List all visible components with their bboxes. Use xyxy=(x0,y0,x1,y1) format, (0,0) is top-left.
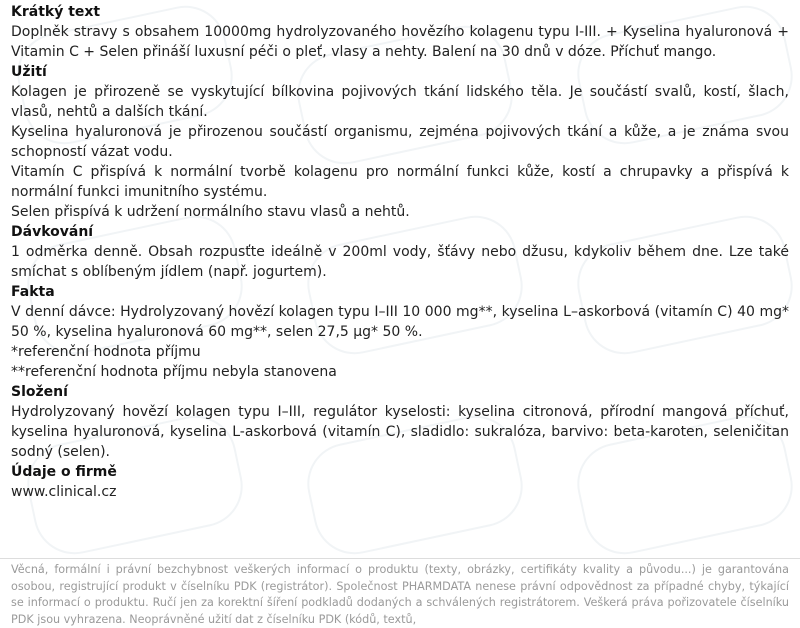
section-dosage xyxy=(11,222,789,282)
section-facts xyxy=(11,282,789,382)
section-paragraph: 1 odměrka denně. Obsah rozpusťte ideálně v 200ml vody, šťávy nebo džusu, kdykoliv během dne. Lze také smíchat s oblíbeným jídlem (např. jogurtem). xyxy=(11,244,789,280)
section-company xyxy=(11,462,789,502)
section-short-text xyxy=(11,0,789,62)
section-paragraph: Vitamín C přispívá k normální tvorbě kolagenu pro normální funkci kůže, kostí a chrupavky a přispívá k normální funkci imunitního systému. xyxy=(11,164,789,200)
section-heading: Složení xyxy=(11,384,68,400)
section-composition xyxy=(11,382,789,462)
section-paragraph: **referenční hodnota příjmu nebyla stanovena xyxy=(11,364,337,380)
section-paragraph: Hydrolyzovaný hovězí kolagen typu I–III, regulátor kyselosti: kyselina citronová, přírodní mangová příchuť, kyselina hyaluronová, kyselina L-askorbová (vitamín C), sladidlo: sukralóza, barvivo: beta-karoten, seleničitan sodný (selen). xyxy=(11,404,789,460)
section-paragraph: V denní dávce: Hydrolyzovaný hovězí kolagen typu I–III 10 000 mg**, kyselina L–askorbová (vitamín C) 40 mg* 50 %, kyselina hyaluronová 60 mg**, selen 27,5 µg* 50 %. xyxy=(11,304,789,340)
disclaimer-footer: Věcná, formální i právní bezchybnost veškerých informací o produktu (texty, obrázky, certifikáty kvality a původu...) je garantována osobou, registrující produkt v číselníku PDK (registrátor). Společnost PHARMDATA nenese právní odpovědnost za případné chyby, týkající se informací o produktu. Ručí jen za korektní šíření podkladů dodaných a schválených registrátorem. Veškerá práva pořizovatele číselníku PDK jsou vyhrazena. Neoprávněné užití dat z číselníku PDK (kódů, textů, xyxy=(0,558,800,628)
section-paragraph: *referenční hodnota příjmu xyxy=(11,344,201,360)
section-heading: Údaje o firmě xyxy=(11,464,117,480)
section-heading: Fakta xyxy=(11,284,55,300)
company-website-link[interactable]: www.clinical.cz xyxy=(11,484,117,500)
section-heading: Užití xyxy=(11,64,47,80)
section-heading: Dávkování xyxy=(11,224,94,240)
section-paragraph: Kyselina hyaluronová je přirozenou součástí organismu, zejména pojivových tkání a kůže, a je známa svou schopností vázat vodu. xyxy=(11,124,789,160)
section-paragraph: Selen přispívá k udržení normálního stavu vlasů a nehtů. xyxy=(11,204,410,220)
section-paragraph: Kolagen je přirozeně se vyskytující bílkovina pojivových tkání lidského těla. Je součástí svalů, kostí, šlach, vlasů, nehtů a dalších tkání. xyxy=(11,84,789,120)
section-paragraph: Doplněk stravy s obsahem 10000mg hydrolyzovaného hovězího kolagenu typu I-III. + Kyselina hyaluronová + Vitamin C + Selen přináší luxusní péči o pleť, vlasy a nehty. Balení na 30 dnů v dóze. Příchuť mango. xyxy=(11,24,789,60)
section-heading: Krátký text xyxy=(11,4,101,20)
section-usage xyxy=(11,62,789,222)
